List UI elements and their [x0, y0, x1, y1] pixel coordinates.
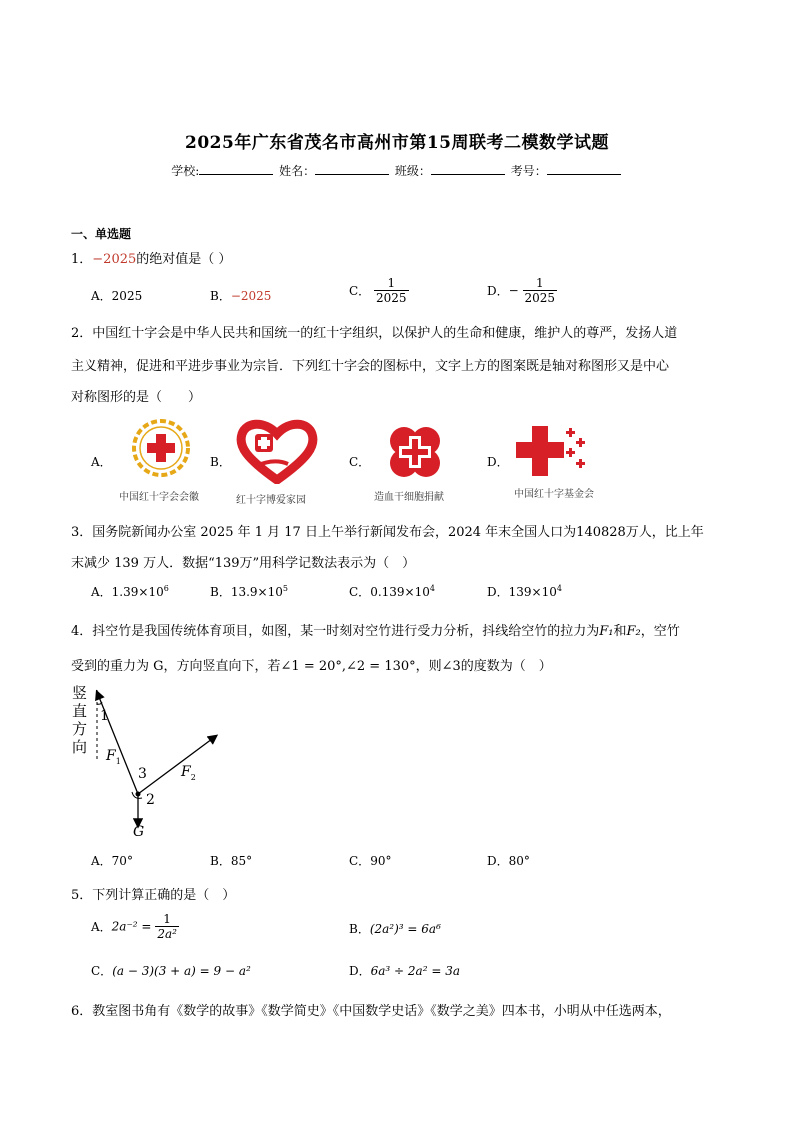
- exam-no-label: 考号：: [510, 164, 547, 178]
- clover-cross-icon: [383, 420, 447, 488]
- q3-option-a: A．$1.39\times 10^6$: [91, 584, 169, 599]
- class-blank: [431, 163, 505, 175]
- q4-option-c: C．90°: [349, 854, 392, 868]
- exam-title: 2025年广东省茂名市高州市第15周联考二模数学试题: [185, 133, 609, 153]
- q2-option-d-label: D．: [487, 455, 509, 469]
- q5-option-a: A．2a⁻² = $\frac{1}{\text{2a²}}$: [91, 912, 177, 941]
- q1-option-c: C． $\frac{1}{2025}$: [349, 276, 407, 305]
- q4-angle-2-label: 2: [146, 792, 155, 808]
- red-cross-emblem-icon: [123, 418, 199, 482]
- q2-line-2: 主义精神，促进和平进步事业为宗旨．下列红十字会的图标中，文字上方的图案既是轴对称图形又是中心: [71, 359, 670, 374]
- q5-option-c: C．(a − 3)(3 + a) = 9 − a²: [91, 964, 251, 978]
- q2-option-d-caption: 中国红十字基金会: [514, 489, 594, 500]
- q5-option-d: D．6a³ ÷ 2a² = 3a: [349, 964, 460, 978]
- q4-option-b: B．85°: [210, 854, 253, 868]
- q6-line-1: 6．教室图书角有《数学的故事》《数学简史》《中国数学史话》《数学之美》四本书，小明从中任选两本，: [71, 1004, 671, 1019]
- q4-g-label: G: [133, 824, 145, 840]
- q1-stem-text: 的绝对值是（ ）: [136, 252, 232, 267]
- q3-option-c: C．$0.139\times 10^4$: [349, 584, 435, 599]
- q2-option-c-caption: 造血干细胞捐献: [374, 492, 444, 503]
- q4-vertical-direction-label: 竖 直 方 向: [72, 684, 88, 756]
- q3-option-b: B．$13.9\times 10^5$: [210, 584, 288, 599]
- q2-line-1: 2．中国红十字会是中华人民共和国统一的红十字组织，以保护人的生命和健康，维护人的尊严，发扬人道: [71, 326, 678, 341]
- q1-option-a: A．2025: [91, 289, 143, 303]
- name-blank: [315, 163, 389, 175]
- q4-angle-1-label: 1: [100, 708, 109, 724]
- q2-option-a-caption: 中国红十字会会徽: [119, 492, 199, 503]
- q5-option-b: B．(2a²)³ = 6a⁶: [349, 922, 441, 936]
- q5-stem: 5．下列计算正确的是（ ）: [71, 888, 236, 903]
- q1-expr: −2025: [92, 252, 137, 267]
- q4-option-a: A．70°: [91, 854, 133, 868]
- school-label: 学校:: [171, 164, 200, 178]
- q2-option-c-label: C．: [349, 455, 371, 469]
- q4-option-d: D．80°: [487, 854, 530, 868]
- q1-option-c-fraction: $\frac{1}{2025}$: [376, 276, 407, 305]
- q3-line-2: 末减少 139 万人．数据“139万”用科学记数法表示为（ ）: [71, 556, 416, 571]
- q1-option-b: B．−2025: [210, 289, 272, 303]
- section-heading: 一、单选题: [71, 227, 132, 241]
- q2-option-b-label: B．: [210, 455, 231, 469]
- q4-force-diagram: [70, 680, 230, 840]
- q2-line-3: 对称图形的是（ ）: [71, 390, 202, 405]
- q5-option-a-fraction: $\frac{1}{\text{2a²}}$: [157, 912, 177, 941]
- q4-f1-label: $F_1$: [106, 748, 121, 766]
- q4-angle-3-label: 3: [138, 766, 147, 782]
- q4-line-2: 受到的重力为 G，方向竖直向下，若∠1 = 20°,∠2 = 130°，则∠3的度数为（ ）: [71, 659, 552, 674]
- class-label: 班级：: [394, 164, 431, 178]
- q4-line-1: 4．抖空竹是我国传统体育项目，如图，某一时刻对空竹进行受力分析，抖线给空竹的拉力为F₁和F₂，空竹: [71, 624, 680, 639]
- school-blank: [199, 163, 273, 175]
- q1-number: 1．: [71, 252, 93, 267]
- q1-stem: [71, 248, 231, 267]
- cross-with-sparkles-icon: [514, 424, 590, 484]
- exam-no-blank: [547, 163, 621, 175]
- q1-option-d-fraction: $\frac{1}{2025}$: [524, 276, 556, 305]
- q1-option-d: D．− $\frac{1}{2025}$: [487, 276, 556, 305]
- student-info-line: [0, 162, 794, 179]
- q3-line-1: 3．国务院新闻办公室 2025 年 1 月 17 日上午举行新闻发布会，2024 年末全国人口为140828万人，比上年: [71, 525, 704, 540]
- q2-option-a-label: A．: [91, 455, 112, 469]
- name-label: 姓名：: [279, 164, 316, 178]
- heart-cross-icon: [236, 418, 318, 488]
- q3-option-d: D．$139\times 10^4$: [487, 584, 562, 599]
- q2-option-b-caption: 红十字博爱家园: [236, 495, 306, 506]
- q4-f2-label: $F_2$: [181, 764, 196, 782]
